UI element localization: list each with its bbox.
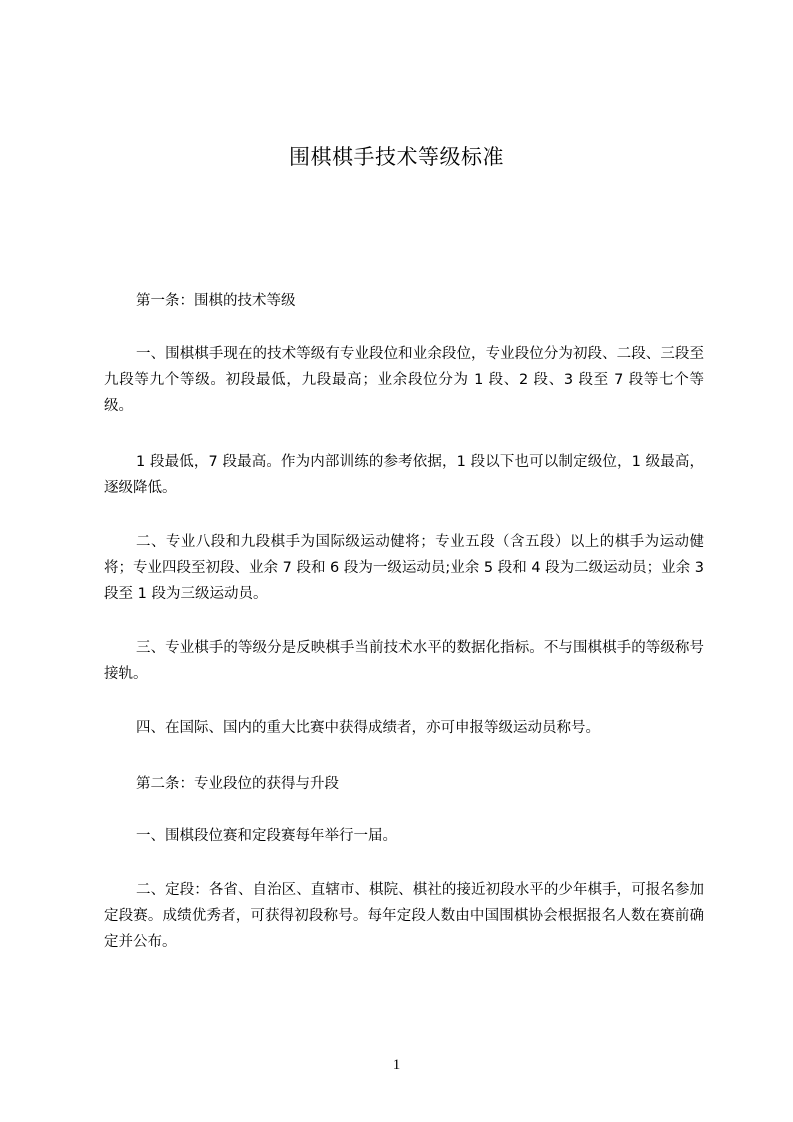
paragraph-2: 1 段最低，7 段最高。作为内部训练的参考依据，1 段以下也可以制定级位，1 级最高，逐级降低。 bbox=[104, 454, 704, 496]
paragraph-7: 二、定段：各省、自治区、直辖市、棋院、棋社的接近初段水平的少年棋手，可报名参加定段赛。成绩优秀者，可获得初段称号。每年定段人数由中国围棋协会根据报名人数在赛前确定并公布。 bbox=[104, 882, 704, 950]
paragraph-6: 一、围棋段位赛和定段赛每年举行一届。 bbox=[136, 828, 397, 844]
paragraph-3: 二、专业八段和九段棋手为国际级运动健将；专业五段（含五段）以上的棋手为运动健将；专业四段至初段、业余 7 段和 6 段为一级运动员;业余 5 段和 4 段为二级运动员；业余 3 段至 1 段为三级运动员。 bbox=[104, 534, 704, 602]
section-heading-article-1: 第一条：围棋的技术等级 bbox=[136, 293, 296, 309]
paragraph-1: 一、围棋棋手现在的技术等级有专业段位和业余段位，专业段位分为初段、二段、三段至九段等九个等级。初段最低，九段最高；业余段位分为 1 段、2 段、3 段至 7 段等七个等级。 bbox=[104, 346, 704, 414]
paragraph-5: 四、在国际、国内的重大比赛中获得成绩者，亦可申报等级运动员称号。 bbox=[136, 720, 600, 736]
section-heading-article-2: 第二条：专业段位的获得与升段 bbox=[136, 776, 339, 792]
paragraph-4: 三、专业棋手的等级分是反映棋手当前技术水平的数据化指标。不与围棋棋手的等级称号接轨。 bbox=[104, 640, 704, 682]
page-number: 1 bbox=[392, 1057, 401, 1073]
document-title: 围棋棋手技术等级标准 bbox=[289, 145, 504, 169]
